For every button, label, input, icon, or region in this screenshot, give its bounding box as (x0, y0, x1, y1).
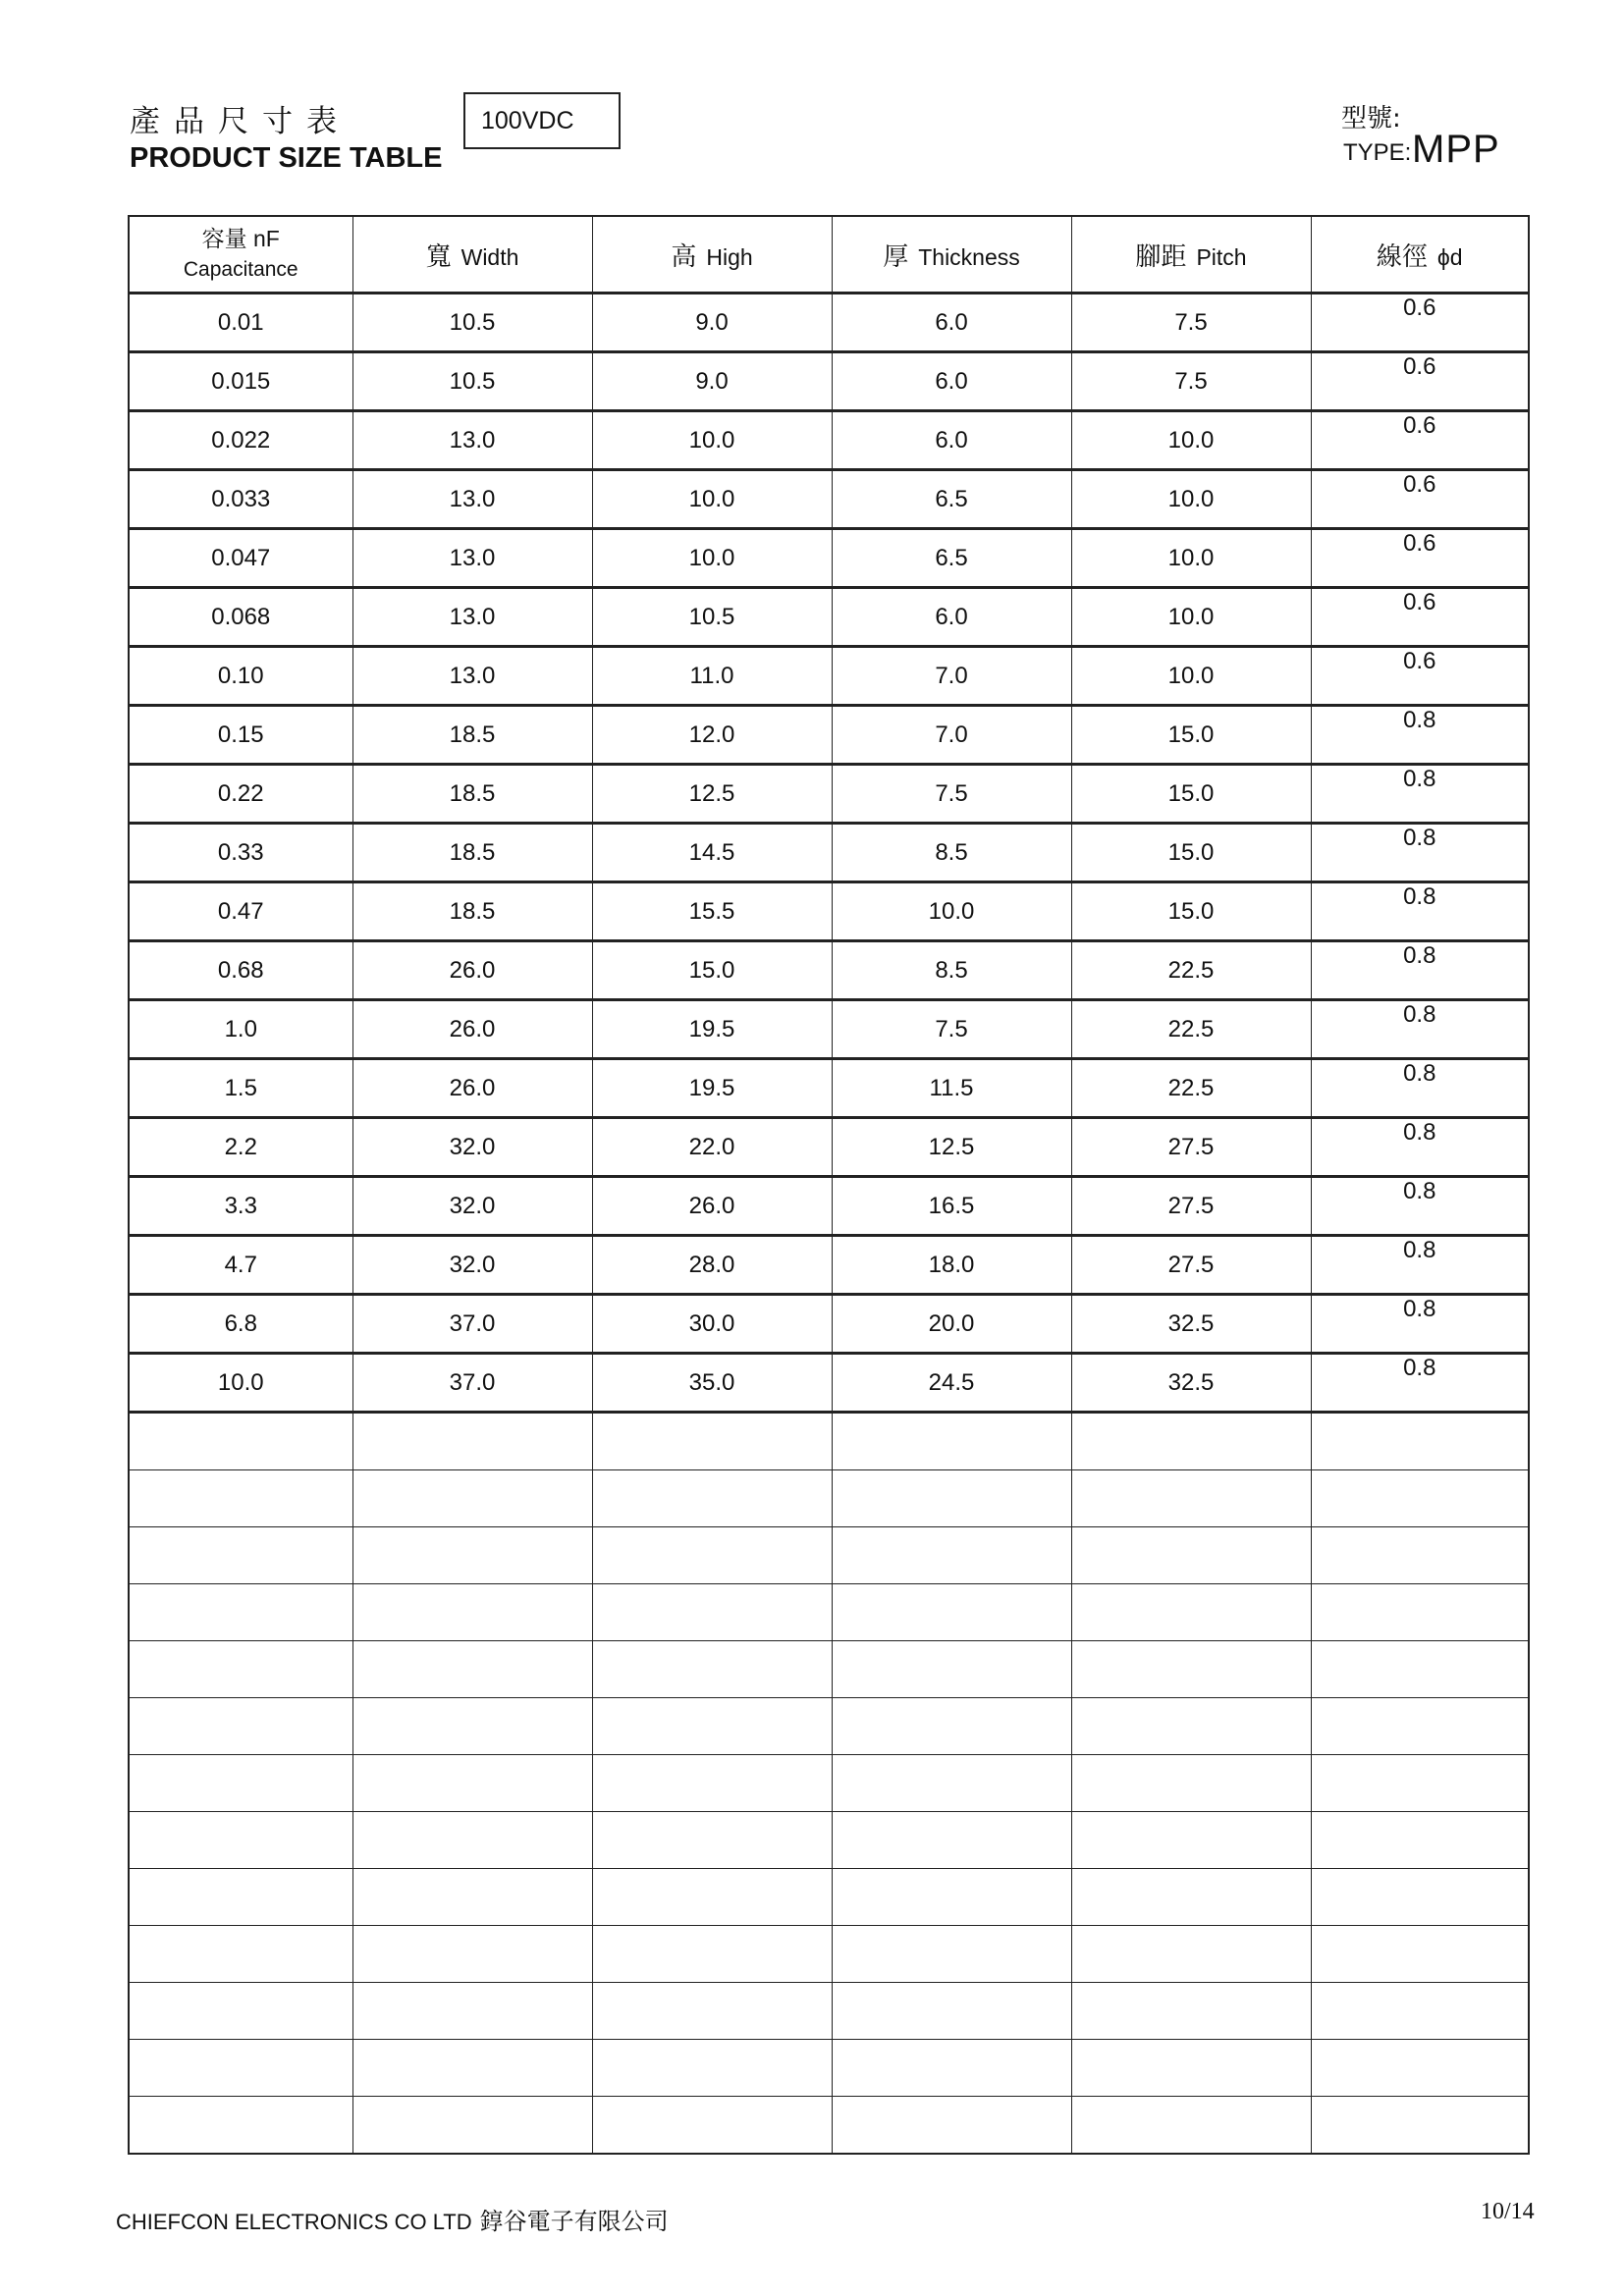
cell-capacitance: 10.0 (129, 1354, 352, 1413)
empty-cell (1311, 1470, 1529, 1527)
cell-width: 26.0 (352, 941, 592, 1000)
empty-cell (592, 1698, 832, 1755)
empty-cell (592, 1869, 832, 1926)
cell-capacitance: 3.3 (129, 1177, 352, 1236)
cell-capacitance: 0.68 (129, 941, 352, 1000)
cell-capacitance: 0.22 (129, 765, 352, 824)
table-row (129, 1118, 1529, 1177)
page-title-en: PRODUCT SIZE TABLE (130, 142, 443, 174)
cell-high: 10.5 (592, 588, 832, 647)
cell-width: 32.0 (352, 1236, 592, 1295)
header-capacitance-en: Capacitance (183, 258, 298, 281)
empty-cell (832, 1983, 1071, 2040)
empty-cell (352, 2040, 592, 2097)
empty-cell (1311, 1698, 1529, 1755)
cell-pitch: 22.5 (1071, 1000, 1311, 1059)
cell-width: 13.0 (352, 411, 592, 470)
empty-cell (352, 1983, 592, 2040)
empty-row (129, 1527, 1529, 1584)
empty-cell (592, 1527, 832, 1584)
empty-cell (1311, 1527, 1529, 1584)
table-row (129, 647, 1529, 706)
cell-high: 19.5 (592, 1000, 832, 1059)
table-row (129, 470, 1529, 529)
cell-thickness: 6.0 (832, 352, 1071, 411)
empty-cell (352, 1869, 592, 1926)
empty-cell (1311, 1584, 1529, 1641)
empty-cell (832, 1413, 1071, 1470)
table-row (129, 294, 1529, 352)
cell-pitch: 27.5 (1071, 1177, 1311, 1236)
cell-capacitance: 2.2 (129, 1118, 352, 1177)
cell-capacitance: 0.33 (129, 824, 352, 882)
cell-high: 15.5 (592, 882, 832, 941)
table-row (129, 411, 1529, 470)
cell-pitch: 15.0 (1071, 706, 1311, 765)
empty-cell (1311, 2097, 1529, 2155)
cell-high: 11.0 (592, 647, 832, 706)
header-pitch (1071, 216, 1311, 294)
cell-capacitance: 0.15 (129, 706, 352, 765)
cell-pitch: 10.0 (1071, 529, 1311, 588)
header-diameter (1311, 216, 1529, 294)
empty-cell (592, 2040, 832, 2097)
table-row (129, 1354, 1529, 1413)
cell-width: 37.0 (352, 1354, 592, 1413)
cell-diameter: 0.8 (1311, 1059, 1529, 1118)
empty-cell (592, 1755, 832, 1812)
empty-cell (129, 1698, 352, 1755)
empty-row (129, 1698, 1529, 1755)
empty-cell (592, 1413, 832, 1470)
cell-width: 13.0 (352, 588, 592, 647)
empty-cell (1311, 1812, 1529, 1869)
cell-diameter: 0.8 (1311, 1354, 1529, 1413)
cell-high: 9.0 (592, 352, 832, 411)
cell-pitch: 32.5 (1071, 1354, 1311, 1413)
empty-row (129, 2097, 1529, 2155)
cell-high: 26.0 (592, 1177, 832, 1236)
header-high (592, 216, 832, 294)
cell-capacitance: 1.0 (129, 1000, 352, 1059)
empty-cell (129, 2040, 352, 2097)
cell-diameter: 0.6 (1311, 294, 1529, 352)
empty-cell (352, 1527, 592, 1584)
cell-width: 13.0 (352, 529, 592, 588)
cell-thickness: 16.5 (832, 1177, 1071, 1236)
empty-row (129, 1755, 1529, 1812)
cell-width: 13.0 (352, 647, 592, 706)
empty-cell (1071, 1413, 1311, 1470)
type-value: MPP (1412, 128, 1500, 171)
cell-diameter: 0.6 (1311, 411, 1529, 470)
cell-high: 10.0 (592, 470, 832, 529)
empty-row (129, 1926, 1529, 1983)
empty-cell (352, 2097, 592, 2155)
cell-pitch: 15.0 (1071, 824, 1311, 882)
empty-cell (832, 1812, 1071, 1869)
cell-pitch: 27.5 (1071, 1118, 1311, 1177)
empty-cell (1071, 2040, 1311, 2097)
header-width-en: Width (460, 243, 519, 270)
empty-row (129, 1584, 1529, 1641)
cell-width: 26.0 (352, 1059, 592, 1118)
table-row (129, 1295, 1529, 1354)
empty-cell (129, 1983, 352, 2040)
empty-cell (129, 1470, 352, 1527)
empty-cell (352, 1584, 592, 1641)
cell-thickness: 6.5 (832, 470, 1071, 529)
table-row (129, 941, 1529, 1000)
table-row (129, 352, 1529, 411)
cell-pitch: 10.0 (1071, 647, 1311, 706)
empty-cell (1311, 1413, 1529, 1470)
empty-cell (832, 2040, 1071, 2097)
empty-cell (1071, 1926, 1311, 1983)
empty-cell (832, 1926, 1071, 1983)
empty-cell (129, 1527, 352, 1584)
empty-cell (1071, 1812, 1311, 1869)
empty-cell (592, 2097, 832, 2155)
cell-width: 18.5 (352, 882, 592, 941)
empty-cell (129, 2097, 352, 2155)
table-row (129, 882, 1529, 941)
header-pitch-en: Pitch (1196, 243, 1247, 270)
empty-cell (832, 1869, 1071, 1926)
cell-high: 10.0 (592, 411, 832, 470)
cell-width: 18.5 (352, 824, 592, 882)
cell-diameter: 0.8 (1311, 882, 1529, 941)
cell-high: 35.0 (592, 1354, 832, 1413)
empty-cell (1071, 1983, 1311, 2040)
header-capacitance (129, 216, 352, 294)
cell-diameter: 0.6 (1311, 352, 1529, 411)
empty-cell (592, 1584, 832, 1641)
cell-thickness: 7.0 (832, 647, 1071, 706)
voltage-value: 100VDC (481, 106, 574, 134)
cell-diameter: 0.6 (1311, 647, 1529, 706)
empty-cell (1071, 1755, 1311, 1812)
cell-diameter: 0.8 (1311, 1000, 1529, 1059)
empty-cell (1311, 1755, 1529, 1812)
empty-cell (1071, 1470, 1311, 1527)
header-width-zh: 寬 (425, 241, 452, 272)
page-title-zh: 產品尺寸表 (130, 104, 351, 139)
cell-capacitance: 0.10 (129, 647, 352, 706)
cell-pitch: 10.0 (1071, 411, 1311, 470)
cell-diameter: 0.8 (1311, 765, 1529, 824)
cell-diameter: 0.6 (1311, 470, 1529, 529)
empty-row (129, 1413, 1529, 1470)
page-number: 10/14 (1481, 2199, 1535, 2224)
cell-capacitance: 6.8 (129, 1295, 352, 1354)
cell-capacitance: 0.047 (129, 529, 352, 588)
cell-pitch: 32.5 (1071, 1295, 1311, 1354)
footer-company-zh: 錞谷電子有限公司 (479, 2208, 669, 2235)
table-row (129, 1236, 1529, 1295)
header-pitch-zh: 腳距 (1135, 241, 1187, 272)
empty-cell (352, 1926, 592, 1983)
cell-thickness: 6.0 (832, 588, 1071, 647)
empty-cell (129, 1812, 352, 1869)
empty-cell (352, 1812, 592, 1869)
cell-capacitance: 0.033 (129, 470, 352, 529)
cell-thickness: 10.0 (832, 882, 1071, 941)
table-row (129, 529, 1529, 588)
cell-width: 26.0 (352, 1000, 592, 1059)
cell-capacitance: 0.01 (129, 294, 352, 352)
footer-company (116, 2202, 669, 2236)
empty-row (129, 2040, 1529, 2097)
table-row (129, 1177, 1529, 1236)
cell-diameter: 0.6 (1311, 588, 1529, 647)
cell-pitch: 10.0 (1071, 588, 1311, 647)
cell-capacitance: 0.47 (129, 882, 352, 941)
cell-high: 12.5 (592, 765, 832, 824)
empty-cell (129, 1755, 352, 1812)
empty-cell (352, 1470, 592, 1527)
header-capacitance-zh: 容量 nF (201, 226, 280, 251)
cell-thickness: 20.0 (832, 1295, 1071, 1354)
cell-thickness: 11.5 (832, 1059, 1071, 1118)
table-row (129, 824, 1529, 882)
empty-cell (1311, 2040, 1529, 2097)
table-row (129, 1059, 1529, 1118)
table-body (129, 294, 1529, 2155)
cell-thickness: 8.5 (832, 824, 1071, 882)
empty-cell (1071, 1869, 1311, 1926)
cell-pitch: 15.0 (1071, 882, 1311, 941)
empty-row (129, 1641, 1529, 1698)
empty-cell (1071, 1527, 1311, 1584)
cell-width: 32.0 (352, 1118, 592, 1177)
model-label-zh: 型號: (1341, 104, 1401, 133)
cell-pitch: 7.5 (1071, 294, 1311, 352)
cell-capacitance: 0.068 (129, 588, 352, 647)
empty-cell (592, 1641, 832, 1698)
cell-high: 10.0 (592, 529, 832, 588)
cell-width: 10.5 (352, 352, 592, 411)
cell-pitch: 7.5 (1071, 352, 1311, 411)
cell-diameter: 0.8 (1311, 1295, 1529, 1354)
cell-width: 18.5 (352, 706, 592, 765)
header-diameter-zh: 線徑 (1376, 241, 1428, 272)
cell-width: 37.0 (352, 1295, 592, 1354)
cell-pitch: 15.0 (1071, 765, 1311, 824)
cell-high: 15.0 (592, 941, 832, 1000)
cell-diameter: 0.8 (1311, 1118, 1529, 1177)
cell-diameter: 0.6 (1311, 529, 1529, 588)
cell-pitch: 22.5 (1071, 1059, 1311, 1118)
table-row (129, 1000, 1529, 1059)
empty-cell (592, 1983, 832, 2040)
cell-capacitance: 0.022 (129, 411, 352, 470)
empty-cell (832, 2097, 1071, 2155)
empty-cell (592, 1926, 832, 1983)
cell-thickness: 8.5 (832, 941, 1071, 1000)
empty-row (129, 1470, 1529, 1527)
cell-diameter: 0.8 (1311, 1236, 1529, 1295)
header-high-en: High (706, 243, 753, 270)
empty-cell (352, 1413, 592, 1470)
cell-high: 9.0 (592, 294, 832, 352)
voltage-box (463, 92, 621, 149)
header-diameter-en: ϕd (1436, 243, 1463, 270)
empty-cell (352, 1755, 592, 1812)
cell-width: 10.5 (352, 294, 592, 352)
empty-cell (832, 1641, 1071, 1698)
table-row (129, 588, 1529, 647)
empty-cell (352, 1641, 592, 1698)
cell-high: 22.0 (592, 1118, 832, 1177)
empty-cell (1071, 1584, 1311, 1641)
empty-cell (1311, 1926, 1529, 1983)
empty-cell (1071, 1698, 1311, 1755)
header-thickness (832, 216, 1071, 294)
cell-high: 14.5 (592, 824, 832, 882)
empty-cell (129, 1584, 352, 1641)
empty-cell (832, 1698, 1071, 1755)
cell-thickness: 6.0 (832, 411, 1071, 470)
cell-thickness: 7.5 (832, 1000, 1071, 1059)
table-row (129, 706, 1529, 765)
footer-company-en: CHIEFCON ELECTRONICS CO LTD (116, 2210, 472, 2234)
empty-cell (832, 1527, 1071, 1584)
header-thickness-zh: 厚 (883, 241, 909, 272)
empty-cell (832, 1755, 1071, 1812)
cell-capacitance: 1.5 (129, 1059, 352, 1118)
empty-row (129, 1812, 1529, 1869)
cell-pitch: 22.5 (1071, 941, 1311, 1000)
empty-cell (592, 1812, 832, 1869)
cell-thickness: 24.5 (832, 1354, 1071, 1413)
empty-cell (129, 1926, 352, 1983)
cell-pitch: 10.0 (1071, 470, 1311, 529)
type-label: TYPE: (1343, 139, 1412, 166)
empty-row (129, 1869, 1529, 1926)
cell-capacitance: 0.015 (129, 352, 352, 411)
empty-cell (1071, 1641, 1311, 1698)
table-header-row (129, 216, 1529, 294)
empty-cell (352, 1698, 592, 1755)
header-high-zh: 高 (671, 241, 697, 272)
cell-diameter: 0.8 (1311, 824, 1529, 882)
product-size-table (128, 215, 1530, 2155)
cell-high: 19.5 (592, 1059, 832, 1118)
empty-cell (1311, 1641, 1529, 1698)
cell-width: 32.0 (352, 1177, 592, 1236)
empty-cell (129, 1413, 352, 1470)
empty-cell (129, 1869, 352, 1926)
cell-thickness: 7.5 (832, 765, 1071, 824)
header-thickness-en: Thickness (918, 243, 1020, 270)
cell-thickness: 18.0 (832, 1236, 1071, 1295)
empty-cell (1071, 2097, 1311, 2155)
cell-width: 13.0 (352, 470, 592, 529)
empty-cell (832, 1584, 1071, 1641)
cell-thickness: 7.0 (832, 706, 1071, 765)
cell-thickness: 12.5 (832, 1118, 1071, 1177)
empty-cell (592, 1470, 832, 1527)
cell-diameter: 0.8 (1311, 941, 1529, 1000)
empty-cell (1311, 1869, 1529, 1926)
cell-pitch: 27.5 (1071, 1236, 1311, 1295)
empty-cell (1311, 1983, 1529, 2040)
cell-diameter: 0.8 (1311, 1177, 1529, 1236)
header-width (352, 216, 592, 294)
empty-cell (832, 1470, 1071, 1527)
cell-width: 18.5 (352, 765, 592, 824)
empty-row (129, 1983, 1529, 2040)
table-row (129, 765, 1529, 824)
cell-high: 12.0 (592, 706, 832, 765)
cell-capacitance: 4.7 (129, 1236, 352, 1295)
cell-high: 30.0 (592, 1295, 832, 1354)
cell-thickness: 6.0 (832, 294, 1071, 352)
cell-diameter: 0.8 (1311, 706, 1529, 765)
empty-cell (129, 1641, 352, 1698)
cell-high: 28.0 (592, 1236, 832, 1295)
cell-thickness: 6.5 (832, 529, 1071, 588)
